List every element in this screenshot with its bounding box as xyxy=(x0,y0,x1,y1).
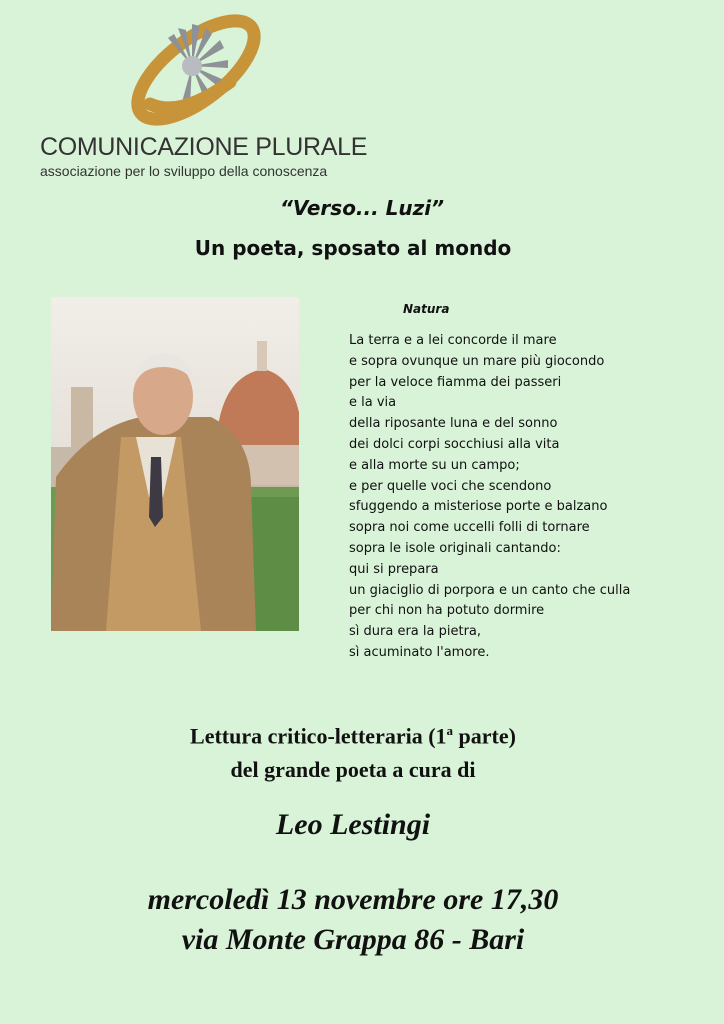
poem-line: della riposante luna e del sonno xyxy=(349,416,558,432)
poem-text xyxy=(349,331,630,664)
event-schedule xyxy=(0,880,706,960)
poem-line: per chi non ha potuto dormire xyxy=(349,603,545,619)
event-address: via Monte Grappa 86 - Bari xyxy=(181,923,525,956)
poem-line: qui si prepara xyxy=(349,561,439,577)
poem-line: sfuggendo a misteriose porte e balzano xyxy=(349,499,608,515)
poem-line: La terra e a lei concorde il mare xyxy=(349,333,557,348)
poem-line: sopra noi come uccelli folli di tornare xyxy=(349,520,590,536)
poem-line: dei dolci corpi socchiusi alla vita xyxy=(349,436,560,452)
sunburst-ring-logo xyxy=(120,8,270,130)
event-datetime: mercoledì 13 novembre ore 17,30 xyxy=(147,883,559,916)
poem-line: e per quelle voci che scendono xyxy=(349,478,552,494)
poem-line: sopra le isole originali cantando: xyxy=(349,540,561,556)
reading-description xyxy=(0,714,706,787)
speaker-name: Leo Lestingi xyxy=(275,808,431,841)
poem-line: sì acuminato l'amore. xyxy=(349,644,490,660)
event-subtitle: Un poeta, sposato al mondo xyxy=(194,236,512,260)
reading-line-1: Lettura critico-letteraria (1$^a$ parte) xyxy=(190,723,516,749)
event-title: “Verso... Luzi” xyxy=(279,196,445,220)
poem-line: per la veloce fiamma dei passeri xyxy=(349,374,562,390)
poem-line: sì dura era la pietra, xyxy=(349,624,482,640)
org-name: COMUNICAZIONE PLURALE xyxy=(40,133,368,161)
poem-line: e sopra ovunque un mare più giocondo xyxy=(349,353,605,369)
org-tagline: associazione per lo sviluppo della conoscenza xyxy=(40,163,328,179)
poem-line: un giaciglio di porpora e un canto che culla xyxy=(349,582,631,598)
portrait-photo xyxy=(51,297,299,631)
poem-line: e la via xyxy=(349,395,397,411)
poem-line: e alla morte su un campo; xyxy=(349,457,520,473)
reading-line-2: del grande poeta a cura di xyxy=(230,757,476,783)
poem-title: Natura xyxy=(403,302,450,316)
